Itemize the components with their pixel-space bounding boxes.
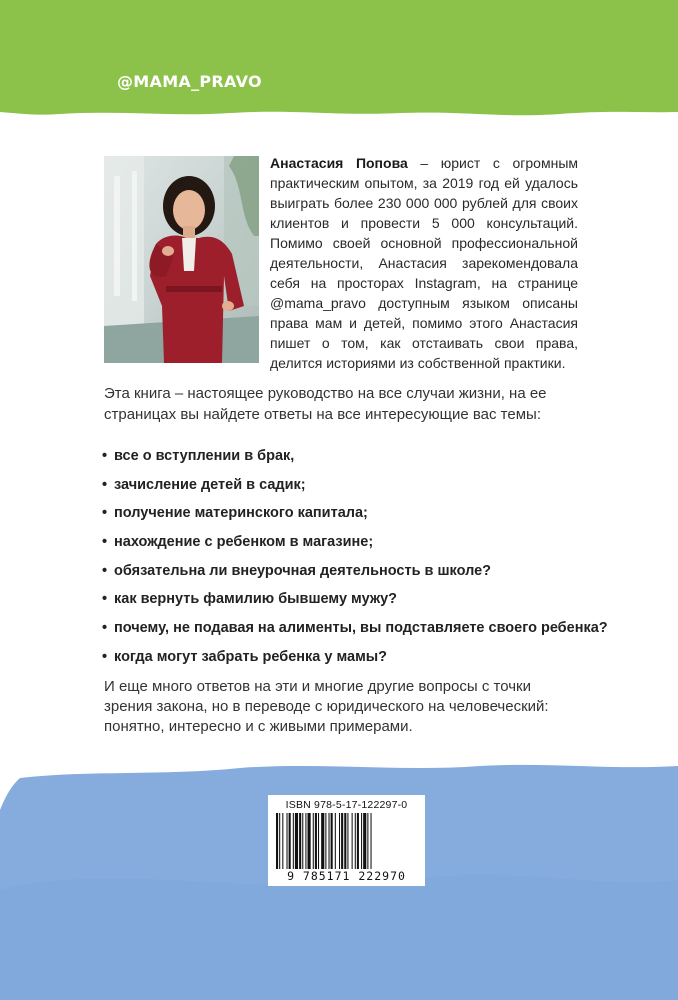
topics-list [102, 446, 608, 676]
barcode-bar [305, 813, 306, 869]
topic-item [102, 475, 608, 495]
barcode-bar [363, 813, 366, 869]
topic-text: все о вступлении в брак, [114, 448, 295, 464]
barcode-bar [367, 813, 368, 869]
topic-text: обязательна ли внеурочная деятельность в школе? [114, 562, 492, 579]
author-photo [104, 156, 259, 363]
barcode-bar [347, 813, 348, 869]
barcode-bar [355, 813, 356, 869]
barcode-bar [329, 813, 330, 869]
barcode-bar [371, 813, 372, 869]
isbn-label: ISBN 978-5-17-122297-0 [285, 799, 408, 811]
barcode-bar [299, 813, 301, 869]
barcode-bar [341, 813, 343, 869]
barcode-bar [315, 813, 317, 869]
barcode-bar [289, 813, 291, 869]
topic-text: когда могут забрать ребенка у мамы? [114, 648, 388, 665]
bullet: • [102, 448, 108, 464]
barcode-bar [287, 813, 288, 869]
topic-item [102, 503, 608, 523]
topic-text: получение материнского капитала; [114, 505, 368, 522]
barcode-bar [282, 813, 283, 869]
barcode-bar [325, 813, 326, 869]
author-bio-text: – юрист с огромным практическим опытом, за 2019 год ей удалось выиграть более 230 000 000 рублей для своих клиентов и провести 5 000 консультаций. Помимо своей основной профессиональной деятельности, Анастасия зарекомендовала себя на просторах Instagram, на странице @mama_pravo доступным языком описаны права мам и детей, помимо этого Анастасия пишет о том, как отстаивать свои права, делится историями из собственной практики. [270, 155, 579, 371]
barcode-bar [293, 813, 294, 869]
isbn-barcode-box [268, 795, 425, 886]
bullet: • [102, 591, 108, 608]
barcode-bar [318, 813, 319, 869]
topic-item [102, 561, 608, 581]
barcode-bar [279, 813, 280, 869]
author-name: Анастасия Попова [270, 155, 408, 171]
topic-text: как вернуть фамилию бывшему мужу? [114, 591, 398, 608]
barcode-bar [308, 813, 311, 869]
topic-item [102, 589, 608, 609]
barcode-bar [276, 813, 278, 869]
bullet: • [102, 476, 108, 493]
bullet: • [102, 562, 108, 579]
topic-item [102, 446, 608, 466]
outro-paragraph: И еще много ответов на эти и многие другие вопросы с точки зрения закона, но в переводе с юридического на человеческий: понятно, интересно и с живыми примерами. [104, 678, 549, 735]
barcode-bar [344, 813, 346, 869]
bullet: • [102, 648, 108, 665]
barcode-bar [357, 813, 359, 869]
topic-text: зачисление детей в садик; [114, 476, 306, 493]
barcode-bar [339, 813, 340, 869]
instagram-handle: @MAMA_PRAVO [117, 72, 262, 91]
topic-item [102, 618, 608, 638]
bullet: • [102, 505, 108, 522]
barcode-bar [335, 813, 336, 869]
bullet: • [102, 534, 108, 551]
barcode-bar [313, 813, 314, 869]
topic-item [102, 532, 608, 552]
barcode-bar [352, 813, 353, 869]
intro-paragraph: Эта книга – настоящее руководство на все случаи жизни, на ее страницах вы найдете ответы на все интересующие вас темы: [104, 385, 547, 423]
barcode-bar [295, 813, 298, 869]
isbn-digits: 9 785171 222970 [287, 869, 406, 883]
author-bio [270, 153, 578, 373]
topic-text: нахождение с ребенком в магазине; [114, 534, 374, 551]
bullet: • [102, 620, 108, 637]
barcode-bar [302, 813, 303, 869]
topic-text: почему, не подавая на алименты, вы подставляете своего ребенка? [114, 620, 608, 637]
topic-item [102, 647, 608, 667]
barcode-bar [331, 813, 333, 869]
green-header-band [0, 0, 678, 125]
barcode [274, 813, 419, 869]
barcode-bar [321, 813, 324, 869]
barcode-bar [361, 813, 362, 869]
